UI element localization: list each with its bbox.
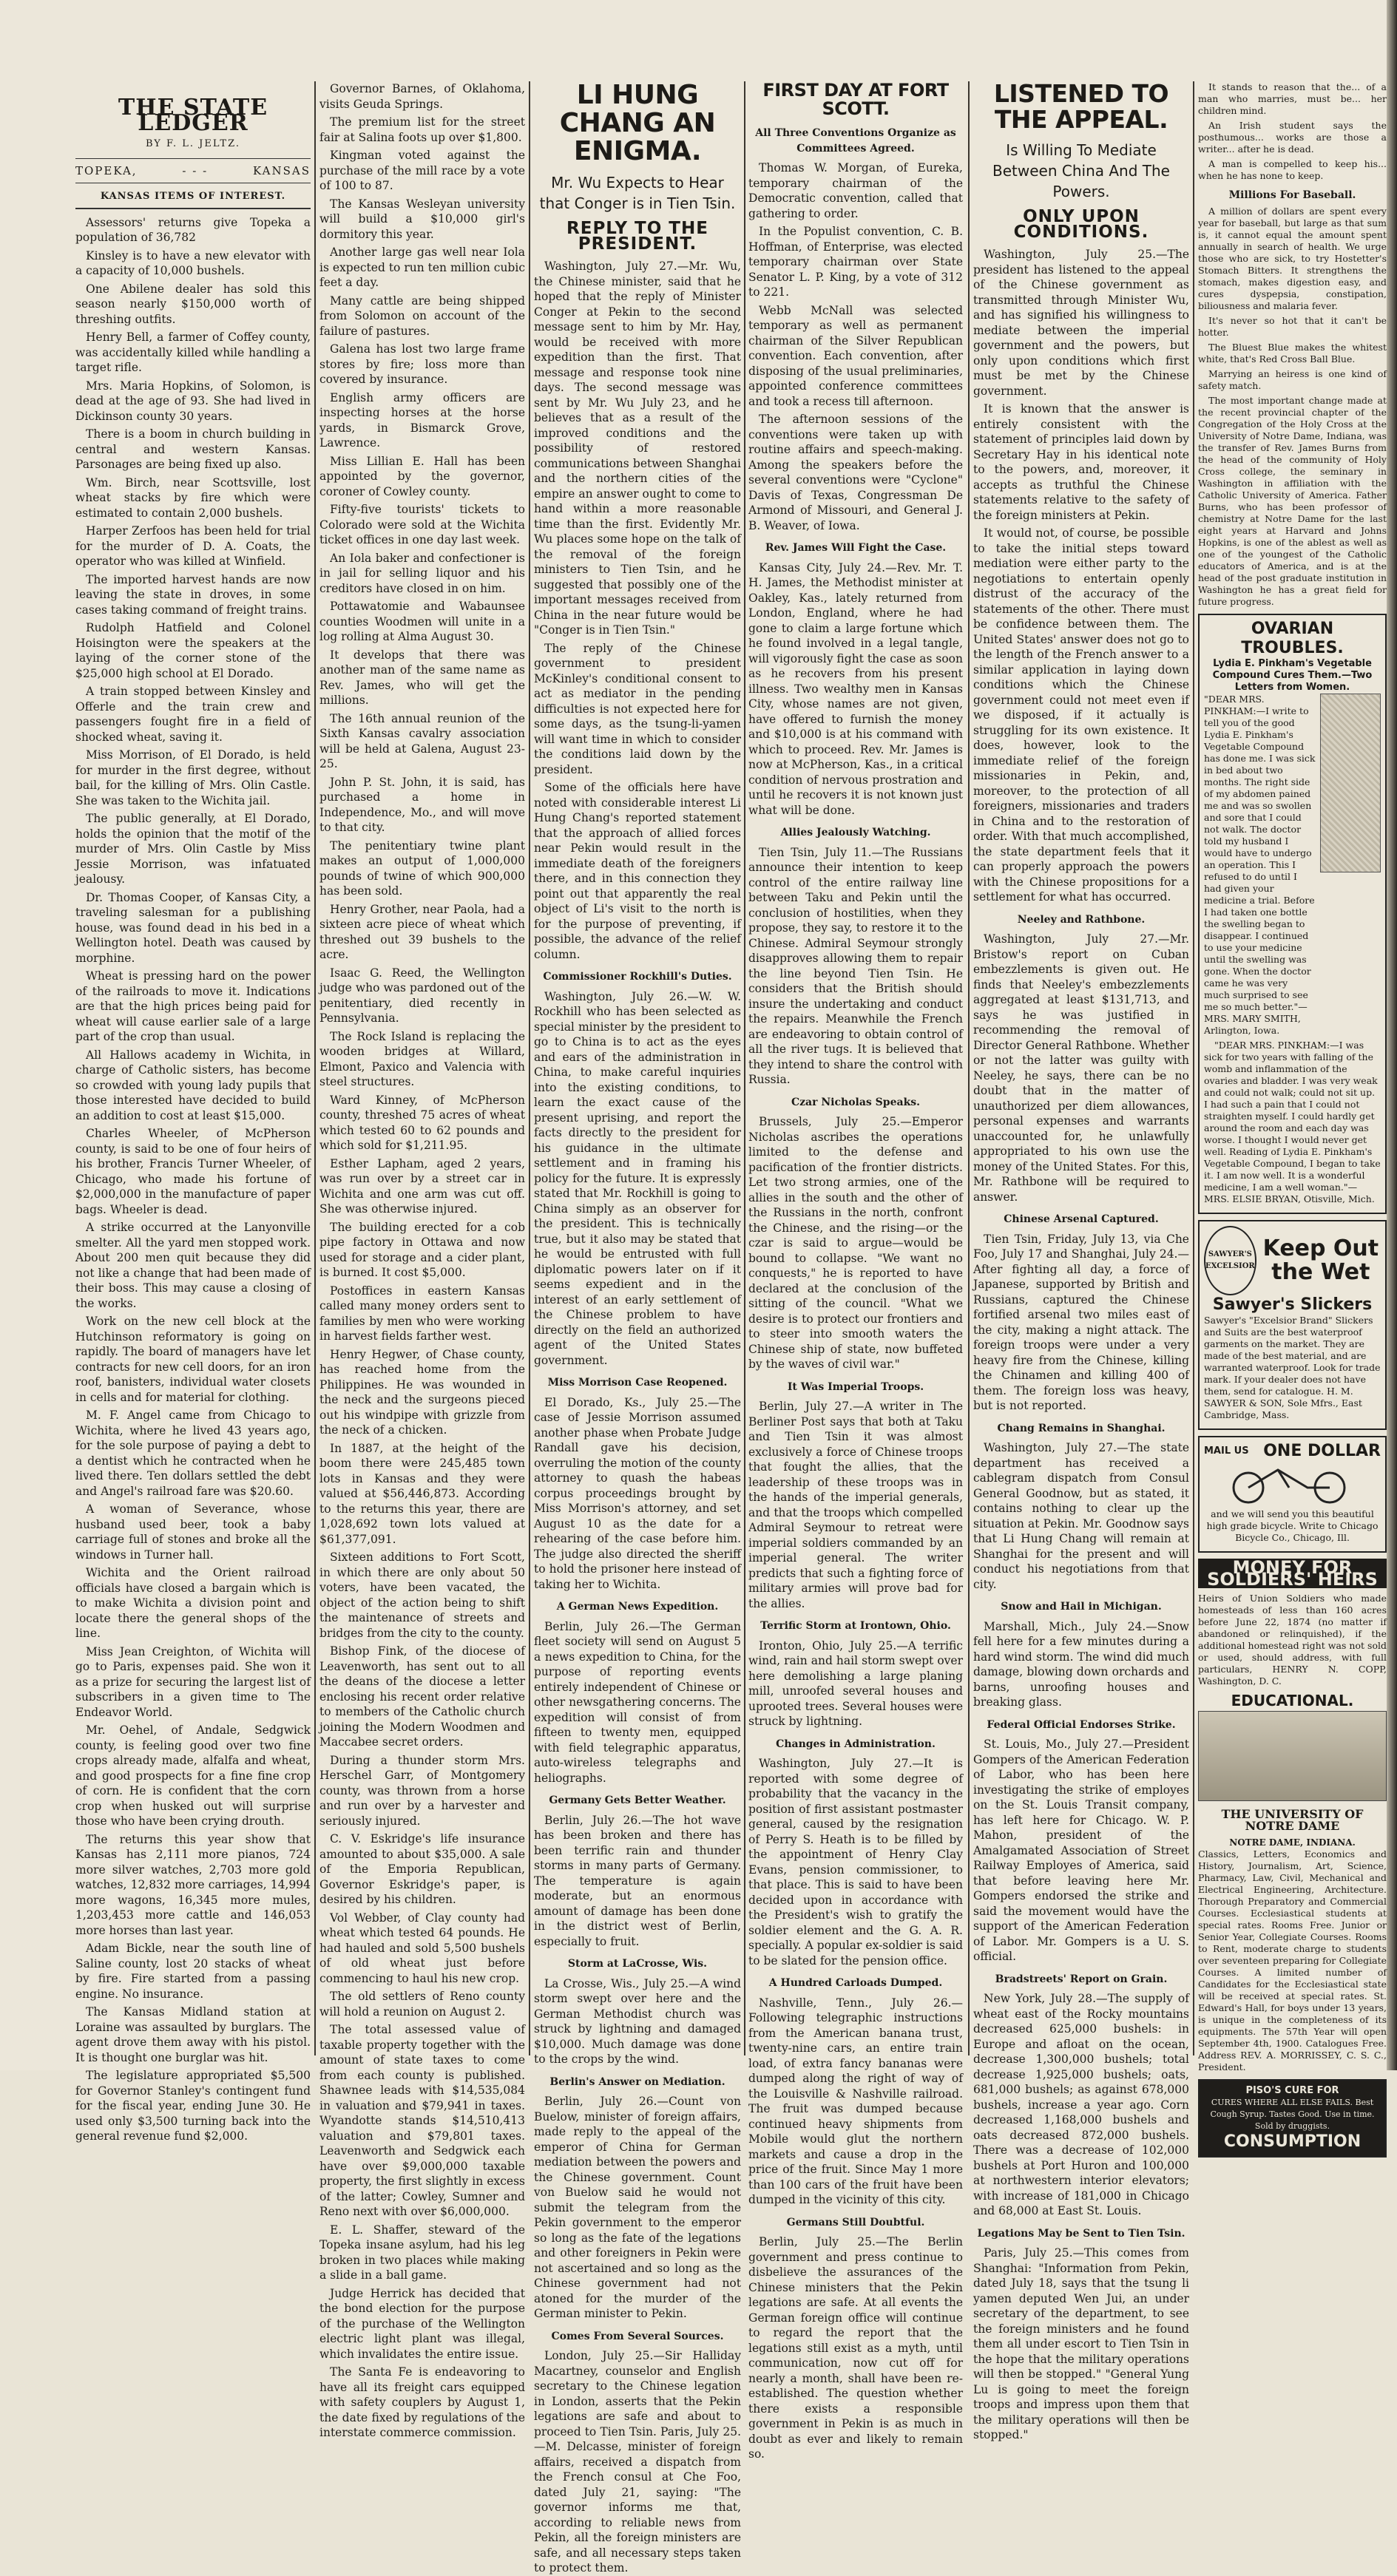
ovarian-sub: Lydia E. Pinkham's Vegetable Compound Cures Them.—Two Letters from Women. (1212, 658, 1373, 693)
sawyer-top (1204, 1226, 1381, 1295)
news-item: Kingman voted against the purchase of the mill race by a vote of 100 to 87. (319, 149, 525, 192)
col5-stories (973, 912, 1189, 2443)
news-item: Webb McNall was selected temporary as well as permanent chairman of the Silver Republican convention. Each convention, after disposing of the usual preliminaries, appointed conference committees and took a recess till afternoon. (748, 303, 963, 408)
news-item: The building erected for a cob pipe factory in Ottawa and now used for storage and a cider plant, is burned. It cost $5,000. (319, 1220, 525, 1279)
news-item: Governor Barnes, of Oklahoma, visits Geuda Springs. (319, 82, 525, 111)
story-text: Ironton, Ohio, July 25.—A terrific wind, rain and hail storm swept over here demolishing a large planing mill, unroofed several houses and uprooted trees. Several houses were struck by lightning. (748, 1638, 963, 1729)
column-4 (748, 80, 963, 2461)
news-item: A strike occurred at the Lanyonville smelter. All the yard men stopped work. About 200 men quit because they did not like a change that had been made of their boss. This may cause a closing of the works. (75, 1221, 311, 1310)
piso-word: CONSUMPTION (1223, 2132, 1362, 2151)
news-item: Thomas W. Morgan, of Eureka, temporary chairman of the Democratic convention, called that gathering to order. (748, 161, 963, 220)
news-item: Sixteen additions to Fort Scott, in which there are only about 50 voters, have been vacated, the object of the action being to shift the maintenance of streets and bridges from the city to the county. (319, 1550, 525, 1640)
news-item: It stands to reason that the... of a man who marries, must be... her children mind. (1198, 81, 1387, 116)
sawyer-name: Sawyer's Slickers (1212, 1295, 1373, 1314)
masthead-dateline (75, 158, 311, 184)
ovarian-title: OVARIAN TROUBLES. (1241, 620, 1344, 657)
news-item: It's never so hot that it can't be hotter. (1198, 315, 1387, 338)
col2-paragraphs (319, 81, 525, 2441)
dateline-dashes: - - - (182, 163, 209, 177)
millions-text: A million of dollars are spent every year for baseball, but large as that sum is, it cannot equal the amount spent annually in search of health. We urge those who are sick, to try Hostetter's Stomach Bitters. It strengthens the stomach, makes digestion easy, and cures dyspepsia, constipation, biliousness and malaria fever. (1198, 206, 1387, 311)
story-heading: Allies Jealously Watching. (780, 827, 931, 839)
story-heading: It Was Imperial Troops. (787, 1380, 924, 1393)
news-item: The returns this year show that Kansas has 2,111 more pianos, 724 more silver watches, 2,703 more gold watches, 12,832 more carriages, 14,994 more wagons, 16,345 more mules, 1,203,453 more cattle and 146,053 more horses than last year. (75, 1832, 311, 1937)
news-item: Postoffices in eastern Kansas called many money orders sent to families by men who were working in harvest fields farther west. (319, 1284, 525, 1343)
news-item: During a thunder storm Mrs. Herschel Garr, of Montgomery county, was thrown from a horse and run over by a harvester and seriously injured. (319, 1753, 525, 1828)
story-text: Berlin, July 27.—A writer in The Berliner Post says that both at Taku and Tien Tsin it was almost exclusively a force of Chinese troops that fought the allies, that the leadership of these troops was in the hands of the imperial generals, and that the troops which compelled Admiral Seymour to retreat were imperial soldiers commanded by an imperial general. The writer predicts that such a fighting force of military armies will prove bad for the allies. (748, 1400, 963, 1610)
col3-paragraphs (534, 259, 741, 962)
news-item: C. V. Eskridge's life insurance amounted to about $35,000. A sale of the Emporia Republican, Governor Eskridge's paper, is desired by his children. (319, 1832, 525, 1906)
news-item: Henry Hegwer, of Chase county, has reached home from the Philippines. He was wounded in the neck and the surgeons pieced out his windpipe with grizzle from the neck of a chicken. (319, 1347, 525, 1437)
news-item: It develops that there was another man of the same name as Rev. James, who will get the millions. (319, 648, 525, 707)
story-heading: A German News Expedition. (556, 1601, 719, 1613)
column-2 (319, 81, 525, 2439)
news-item: Another large gas well near Iola is expected to run ten million cubic feet a day. (319, 245, 525, 289)
news-item: Wheat is pressing hard on the power of the railroads to move it. Indications are that the high prices being paid for wheat will cause earlier sale of a large part of the crop than usual. (75, 969, 311, 1043)
news-item: An Iola baker and confectioner is in jail for selling liquor and his creditors have closed in on him. (319, 551, 525, 595)
news-item: The 16th annual reunion of the Sixth Kansas cavalry association will be held at Galena, August 23-25. (319, 711, 525, 770)
column-5 (973, 79, 1189, 2442)
news-item: Many cattle are being shipped from Solomon on account of the failure of pastures. (319, 294, 525, 338)
dateline-state: KANSAS (253, 163, 311, 177)
news-item: Fifty-five tourists' tickets to Colorado were sold at the Wichita ticket offices in one day last week. (319, 503, 525, 546)
story-heading: Miss Morrison Case Reopened. (547, 1377, 728, 1389)
news-item: Pottawatomie and Wabaunsee counties Woodmen will unite in a log rolling at Alma August 30. (319, 600, 525, 643)
dateline-city: TOPEKA, (75, 163, 138, 177)
story-heading: Terrific Storm at Irontown, Ohio. (760, 1620, 951, 1633)
news-item: The public generally, at El Dorado, holds the opinion that the motif of the murder of Mrs. Olin Castle by Miss Jessie Morrison, was infatuated jealousy. (75, 812, 311, 886)
money-soldiers-text: Heirs of Union Soldiers who made homesteads of less than 160 acres before June 22, 1874 (no matter if abandoned or relinquished), if the additional homestead right was not sold or used, should address, with full particulars, HENRY N. COPP, Washington, D. C. (1198, 1593, 1387, 1687)
news-item: A man is compelled to keep his... when he has none to keep. (1198, 158, 1387, 181)
story-heading: Bradstreets' Report on Grain. (995, 1973, 1168, 1985)
news-item: The Kansas Midland station at Loraine was assaulted by burglars. The agent drove them away with his pistol. It is thought one burglar was hit. (75, 2005, 311, 2064)
news-item: There is a boom in church building in central and western Kansas. Parsonages are being fixed up also. (75, 427, 311, 471)
news-item: The premium list for the street fair at Salina foots up over $1,800. (319, 115, 525, 144)
col6-paragraphs (1198, 81, 1387, 182)
news-item: Work on the new cell block at the Hutchinson reformatory is going on rapidly. The board of managers have let contracts for new cell doors, for an iron roof, banisters, individual water closets in cells and for material for clothing. (75, 1315, 311, 1404)
money-soldiers-title: MONEY FOR SOLDIERS' HEIRS (1198, 1559, 1387, 1588)
story-text: Tien Tsin, July 11.—The Russians announce their intention to keep control of the entire railway line between Taku and Pekin until the conclusion of hostilities, when they propose, they say, to restore it to the Chinese. Admiral Seymour strongly disapproves allowing them to repair the line beyond Tien Tsin. He considers that the British should insure the undertaking and conduct the repairs. Meanwhile the French are endeavoring to obtain control of all the river tugs. It is believed that they intend to share the control with Russia. (748, 845, 963, 1087)
story-text: Washington, July 27.—Mr. Bristow's report on Cuban embezzlements is given out. He finds that Neeley's embezzlements aggregated at least $131,713, and says he was justified in recommending the removal of Director General Rathbone. Whether or not the latter was guilty with Neeley, he says, there can be no doubt that in the matter of unauthorized per diem allowances, personal expenses and warrants unaccounted for, he unlawfully appropriated to his own use the money of the United States. For this, Mr. Rathbone will be required to answer. (973, 932, 1189, 1204)
story-text: La Crosse, Wis., July 25.—A wind storm swept over here and the German Methodist church was struck by lightning and damaged $10,000. Much damage was done to the crops by the wind. (534, 1976, 741, 2067)
news-item: In the Populist convention, C. B. Hoffman, of Enterprise, was elected temporary chairman over State Senator L. P. King, by a vote of 312 to 221. (748, 225, 963, 299)
col5-paragraphs (973, 247, 1189, 905)
col1-paragraphs (75, 215, 311, 2144)
story-heading: Chinese Arsenal Captured. (1004, 1213, 1159, 1226)
news-item: Mr. Oehel, of Andale, Sedgwick county, is feeling good over two fine crops already made, alfalfa and wheat, and good prospects for a fine fine crop of corn. He is confident that the corn crop when husked out will surprise those who have been crying drouth. (75, 1723, 311, 1828)
news-item: Dr. Thomas Cooper, of Kansas City, a traveling salesman for a publishing house, was found dead in his bed in a Wellington hotel. Death was caused by morphine. (75, 890, 311, 965)
ovarian-body (1204, 694, 1381, 1040)
section-heading: KANSAS ITEMS OF INTEREST. (75, 183, 311, 209)
news-item: Henry Bell, a farmer of Coffey county, was accidentally killed while handling a target rifle. (75, 331, 311, 374)
news-item: In 1887, at the height of the boom there were 245,485 town lots in Kansas and they were valued at $56,446,873. According to the returns this year, there are 1,028,692 town lots valued at $61,377,091. (319, 1441, 525, 1546)
news-item: The reply of the Chinese government to president McKinley's conditional consent to act as mediator in the pending difficulties is not expected here for some days, as the tsung-li-yamen will want time in which to consider the conditions laid down by the president. (534, 641, 741, 776)
story-text: Berlin, July 26.—The hot wave has been broken and there has been terrific rain and thunder storms in many parts of Germany. The temperature is again moderate, but an enormous amount of damage has been done in the district west of Berlin, especially to fruit. (534, 1813, 741, 1948)
column-rule (968, 81, 970, 2055)
story-heading: A Hundred Carloads Dumped. (768, 1977, 943, 1990)
headline-fort-scott: FIRST DAY AT FORT SCOTT. (762, 80, 949, 120)
news-item: Miss Morrison, of El Dorado, is held for murder in the first degree, without bail, for the killing of Mrs. Olin Castle. She was taken to the Wichita jail. (75, 748, 311, 807)
column-6 (1198, 81, 1387, 2151)
piso-ad (1198, 2079, 1387, 2158)
story-heading: Storm at LaCrosse, Wis. (567, 1958, 708, 1970)
story-heading: Changes in Administration. (776, 1738, 936, 1750)
campus-illustration (1198, 1711, 1387, 1801)
news-item: Bishop Fink, of the diocese of Leavenworth, has sent out to all the deans of the diocese a letter enclosing his recent order relative to members of the Catholic church joining the Modern Woodmen and Maccabee secret orders. (319, 1644, 525, 1749)
story-heading: Berlin's Answer on Mediation. (549, 2075, 725, 2088)
story-text: Nashville, Tenn., July 26.—Following telegraphic instructions from the American banana trust, twenty-nine cars, an entire train load, of extra fancy bananas were dumped along the right of way of the Louisville & Nashville railroad. The fruit was dumped because continued heavy shipments from Mobile would glut the northern markets and cause a drop in the price of the fruit. Since May 1 more than 100 cars of the fruit have been dumped in the vicinity of this city. (748, 1996, 963, 2207)
subhead-mr-wu: Mr. Wu Expects to Hear that Conger is in Tien Tsin. (539, 174, 736, 213)
news-item: All Hallows academy in Wichita, in charge of Catholic sisters, has become so crowded with young lady pupils that those interested have decided to build an addition to cost at least $15,000. (75, 1048, 311, 1122)
col3-stories (534, 969, 741, 2576)
story-text: El Dorado, Ks., July 25.—The case of Jessie Morrison assumed another phase when Probate Judge Randall gave his decision, overruling the motion of the county attorney to quash the habeas corpus proceedings brought by Miss Morrison's attorney, and set August 10 as the date for a rehearing of the case before him. The judge also directed the sheriff to hold the prisoner here instead of taking her to Wichita. (534, 1395, 741, 1591)
story-heading: Federal Official Endorses Strike. (987, 1718, 1176, 1731)
subhead-mediate: Is Willing To Mediate Between China And The Powers. (992, 141, 1170, 201)
news-item: Washington, July 27.—Mr. Wu, the Chinese minister, said that he hoped that the reply of Minister Conger at Pekin to the second message sent to him by Mr. Hay, would be received with more expedition than the first. That message and response took nine days. The second message was sent by Mr. Wu July 23, and he believes that as a result of the improved conditions and the possibility of restored communications between Shanghai and the northern cities of the empire an answer ought to come to hand within a more reasonable time than the first. Evidently Mr. Wu places some hope on the talk of the removal of the foreign ministers to Tien Tsin, and he suggested that possibly one of the important messages received from China in the near future would be "Conger is in Tien Tsin." (534, 260, 741, 637)
educational-heading: EDUCATIONAL. (1231, 1692, 1354, 1709)
notre-dame-text: The most important change made at the recent provincial chapter of the Congregation of the Holy Cross at the University of Notre Dame, Indiana, was the transfer of Rev. James Burns from the head of the community of Holy Cross college, the seminary in Washington in affiliation with the Catholic University of America. Father Burns, who has been professor of chemistry at Notre Dame for the last eight years at Harvard and Johns Hopkins, is one of the ablest as well as one of the youngest of the Catholic educators of America, and is at the head of the post graduate institution in Washington he has a great field for future progress. (1198, 395, 1387, 607)
news-item: The Kansas Wesleyan university will build a $10,000 girl's dormitory this year. (319, 197, 525, 241)
news-item: Some of the officials here have noted with considerable interest Li Hung Chang's reported statement that the approach of allied forces near Pekin would result in the immediate death of the foreigners there, and in this connection they point out that apparently the real object of Li's visit to the north is for the purpose of preventing, if possible, the advance of the relief column. (534, 781, 741, 961)
masthead-title: THE STATE LEDGER (118, 95, 268, 136)
column-rule (1193, 81, 1194, 2055)
story-text: St. Louis, Mo., July 27.—President Gompers of the American Federation of Labor, who has been here investigating the strike of employes on the St. Louis Transit company, has left here for Chicago. W. P. Mahon, president of the Amalgamated Association of Street Railway Employes of America, said that before leaving here Mr. Gompers endorsed the strike and said the movement would have the support of the American Federation of Labor. Mr. Gompers is a U. S. official. (973, 1738, 1189, 1964)
masthead-byline: BY F. L. JELTZ. (145, 138, 241, 149)
sawyer-text: Sawyer's "Excelsior Brand" Slickers and Suits are the best waterproof garments on the market. They are made of the best material, and are warranted waterproof. Look for trade mark. If your dealer does not have them, send for catalogue. H. M. SAWYER & SON, Sole Mfrs., East Cambridge, Mass. (1204, 1315, 1381, 1420)
news-item: Galena has lost two large frame stores by fire; loss more than covered by insurance. (319, 342, 525, 386)
news-item: The legislature appropriated $5,500 for Governor Stanley's contingent fund for the fiscal year, ending June 30. He used only $3,500 turning back into the general revenue fund $2,000. (75, 2069, 311, 2143)
news-item: English army officers are inspecting horses at the horse yards, in Bismarck Grove, Lawrence. (319, 390, 525, 450)
news-item: The penitentiary twine plant makes an output of 1,000,000 pounds of twine of which 900,000 has been sold. (319, 838, 525, 898)
news-item: Adam Bickle, near the south line of Saline county, lost 20 stacks of wheat by fire. Fire started from a passing engine. No insurance. (75, 1942, 311, 2001)
news-item: Esther Lapham, aged 2 years, was run over by a street car in Wichita and one arm was cut off. She was otherwise injured. (319, 1156, 525, 1216)
news-item: The Bluest Blue makes the whitest white, that's Red Cross Ball Blue. (1198, 342, 1387, 365)
story-text: London, July 25.—Sir Halliday Macartney, counselor and English secretary to the Chinese legation in London, asserts that the Pekin legations are safe and about to proceed to Tien Tsin. Paris, July 25.—M. Delcasse, minister of foreign affairs, received a dispatch from the French consul at Che Foo, dated July 21, saying: "The governor informs me that, according to reliable news from Pekin, all the foreign ministers are safe, and all necessary steps taken to protect them. (534, 2349, 741, 2575)
column-rule (314, 81, 316, 2055)
bicycle-ad (1198, 1436, 1387, 1553)
news-item: Henry Grother, near Paola, had a sixteen acre piece of wheat which threshed out 39 bushels to the acre. (319, 902, 525, 961)
news-item: It would not, of course, be possible to take the initial steps toward mediation were either party to the negotiations to entertain openly distrust of the accuracy of the statements of the other. There must be confidence between them. The United States' answer does not go to the length of the French answer to a similar application in laying down conditions which the Chinese government could not meet even if we disposed, if it actually is struggling for its own existence. It does, however, look to the immediate relief of the foreign missionaries in Pekin, and, moreover, to the protection of all foreigners, missionaries and traders in China and to the restoration of order. With that much accomplished, the state department feels that it can properly approach the powers with the Chinese propositions for a settlement for what has occurred. (973, 526, 1189, 904)
news-item: The old settlers of Reno county will hold a reunion on August 2. (319, 1990, 525, 2019)
story-text: Tien Tsin, Friday, July 13, via Che Foo, July 17 and Shanghai, July 24.—After fighting all day, a force of Japanese, supported by British and Russians, captured the Chinese fortified arsenal two miles east of the city, making a night attack. The foreign troops were under a very heavy fire from the Chinese, killing the Chinamen and killing 400 of them. The foreign loss was heavy, but is not reported. (973, 1232, 1189, 1413)
story-heading: Legations May be Sent to Tien Tsin. (977, 2227, 1185, 2240)
story-text: Kansas City, July 24.—Rev. Mr. T. H. James, the Methodist minister at Oakley, Kas., lately returned from London, England, where he had gone to claim a large fortune which he found involved in a legal tangle, will vigorously fight the case as soon as he recovers from his present illness. Two wealthy men in Kansas City, whose names are not given, have offered to furnish the money and $10,000 is at his command with which to proceed. Rev. Mr. James is now at McPherson, Kas., in a critical condition of nervous prostration and until he recovers it is not known just what will be done. (748, 560, 963, 817)
news-item: One Abilene dealer has sold this season nearly $150,000 worth of threshing outfits. (75, 282, 311, 326)
column-3 (534, 80, 741, 2575)
story-text: Berlin, July 26.—The German fleet society will send on August 5 a news expedition to China, for the purpose of reporting events entirely independent of Chinese or other newsgathering concerns. The expedition will consist of from fifteen to twenty men, equipped with field telegraphic apparatus, auto-wireless telegraphs and heliographs. (534, 1619, 741, 1785)
story-heading: Snow and Hail in Michigan. (1001, 1601, 1162, 1613)
news-item: Ward Kinney, of McPherson county, threshed 75 acres of wheat which tested 60 to 62 pounds and which sold for $1,211.95. (319, 1093, 525, 1152)
story-heading: Czar Nicholas Speaks. (791, 1096, 921, 1108)
news-item: It is known that the answer is entirely consistent with the statement of principles laid down by Secretary Hay in his identical note to the powers, and, moreover, it accepts as truthful the Chinese statements relative to the safety of the foreign ministers at Pekin. (973, 402, 1189, 522)
news-item: A train stopped between Kinsley and Offerle and the train crew and passengers fought fire in a field of shocked wheat, saving it. (75, 685, 311, 744)
woman-illustration (1320, 694, 1381, 872)
univ-title: THE UNIVERSITY OF NOTRE DAME (1221, 1807, 1364, 1833)
univ-text: Classics, Letters, Economics and History, Journalism, Art, Science, Pharmacy, Law, Civil, Mechanical and Electrical Engineering, Architecture. Thorough Preparatory and Commercial Courses. Ecclesiastical students at special rates. Rooms Free. Junior or Senior Year, Collegiate Courses. Rooms to Rent, moderate charge to students over seventeen preparing for Collegiate Courses. A limited number of Candidates for the Ecclesiastical state will be received at special rates. St. Edward's Hall, for boys under 13 years, is unique in the completeness of its equipments. The 57th Year will open September 4th, 1900. Catalogues Free. Address REV. A. MORRISSEY, C. S. C., President. (1198, 1848, 1387, 2072)
column-rule (529, 81, 530, 2055)
news-item: The imported harvest hands are now leaving the state in droves, in some cases taking command of freight trains. (75, 572, 311, 617)
story-text: Paris, July 25.—This comes from Shanghai: "Information from Pekin, dated July 18, says that the tsung li yamen deputed Wen Jui, an under secretary of the department, to see the foreign ministers and he found them all under escort to Tien Tsin in the hope that the military operations will then be stopped." "General Yung Lu is going to meet the foreign troops and impress upon them that the military operations will then be stopped." (973, 2246, 1189, 2442)
news-item: Rudolph Hatfield and Colonel Hoisington were the speakers at the laying of the corner stone of the $25,000 high school at El Dorado. (75, 621, 311, 680)
story-text: Marshall, Mich., July 24.—Snow fell here for a few minutes during a hard wind storm. The wind did much damage, blowing down orchards and barns, unroofing houses and breaking glass. (973, 1619, 1189, 1709)
news-item: Assessors' returns give Topeka a population of 36,782 (75, 215, 311, 244)
deck-conventions: All Three Conventions Organize as Committees Agreed. (755, 127, 956, 155)
news-item: Miss Jean Creighton, of Wichita will go to Paris, expenses paid. She won it as a prize for securing the largest list of subscribers in a given time to The Endeavor World. (75, 1644, 311, 1719)
ovarian-letter-1: "DEAR MRS. PINKHAM:—I write to tell you of the good Lydia E. Pinkham's Vegetable Compound has done me. I was sick in bed about two months. The right side of my abdomen pained me and was so swollen and sore that I could not walk. The doctor told my husband I would have to undergo an operation. This I refused to do until I had given your medicine a trial. Before I had taken one bottle the swelling began to disappear. I continued to use your medicine until the swelling was gone. When the doctor came he was very much surprised to see me so much better."—MRS. MARY SMITH, Arlington, Iowa. (1204, 694, 1316, 1036)
col4-paragraphs (748, 160, 963, 533)
story-heading: Comes From Several Sources. (551, 2330, 724, 2342)
piso-title: PISO'S CURE FOR (1245, 2085, 1339, 2096)
news-item: The Rock Island is replacing the wooden bridges at Willard, Elmont, Paxico and Valencia with steel structures. (319, 1029, 525, 1088)
news-item: Wichita and the Orient railroad officials have closed a bargain which is to make Wichita a division point and locate there the general shops of the line. (75, 1566, 311, 1640)
story-text: Berlin, July 26.—Count von Buelow, minister of foreign affairs, made reply to the appeal of the emperor of China for German mediation between the powers and the Chinese government. Count von Buelow said he would not submit the telegram from the Pekin government to the emperor so long as the fate of the legations and other foreigners in Pekin were not ascertained and so long as the Chinese government had not atoned for the murder of the German minister to Pekin. (534, 2095, 741, 2321)
news-item: Harper Zerfoos has been held for trial for the murder of D. A. Coats, the operator who was killed at Winfield. (75, 524, 311, 568)
bicycle-head (1204, 1442, 1381, 1461)
ovarian-letter-2: "DEAR MRS. PINKHAM:—I was sick for two years with falling of the womb and inflammation of the ovaries and bladder. I was very weak and could not walk; could not sit up. I had such a pain that I could not straighten myself. I could hardly get around the room and each day was worse. I thought I would never get well. Reading of Lydia E. Pinkham's Vegetable Compound, I began to take it. I am now well. It is a wonderful medicine, I am a well woman."—MRS. ELSIE BRYAN, Otisville, Mich. (1204, 1040, 1381, 1204)
news-item: E. L. Shaffer, steward of the Topeka insane asylum, had his leg broken in two places while making a slide in a ball game. (319, 2223, 525, 2282)
headline-listened-appeal: LISTENED TO THE APPEAL. (993, 79, 1169, 134)
column-rule (744, 81, 745, 2055)
millions-heading: Millions For Baseball. (1228, 189, 1356, 201)
story-heading: Chang Remains in Shanghai. (997, 1422, 1166, 1434)
story-text: New York, July 28.—The supply of wheat east of the Rocky mountains decreased 625,000 bushels: in Europe and afloat on the ocean, decrease 1,300,000 bushels; total decrease 1,925,000 bushels; oats, 681,000 bushels; as against 678,000 bushels, increase a year ago. Corn decreased 1,168,000 bushels and oats decreased 872,000 bushels. There was a decrease of 102,000 bushels at Port Huron and 100,000 at northwestern interior elevators; with increase of 181,000 in Chicago and 68,000 at East St. Louis. (973, 1992, 1189, 2218)
story-text: Berlin, July 25.—The Berlin government and press continue to disbelieve the assurances of the Chinese ministers that the Pekin legations are safe. At all events the German foreign office will continue to regard the report that the legations still exist as a myth, until communication, now cut off for nearly a month, shall have been re-established. The question whether there exists a responsible government in Pekin is as much in doubt as ever and likely to remain so. (748, 2235, 963, 2461)
news-item: Marrying an heiress is one kind of safety match. (1198, 368, 1387, 391)
col4-stories (748, 540, 963, 2462)
news-item: Vol Webber, of Clay county had wheat which tested 64 pounds. He had hauled and sold 5,500 bushels of old wheat just before commencing to haul his new crop. (319, 1911, 525, 1985)
column-1 (75, 81, 311, 2143)
news-item: A woman of Severance, whose husband used beer, took a baby carriage full of stones and broke all the windows in Turner hall. (75, 1502, 311, 1562)
news-item: An Irish student says the posthumous... works are those a writer... after he is dead. (1198, 120, 1387, 155)
story-heading: Rev. James Will Fight the Case. (765, 542, 947, 555)
sawyer-title: Keep Out the Wet (1262, 1236, 1379, 1285)
bicycle-icon (1219, 1461, 1367, 1505)
bicycle-text: and we will send you this beautiful high grade bicycle. Write to Chicago Bicycle Co., Chicago, Ill. (1206, 1508, 1379, 1543)
story-text: Washington, July 27.—The state department has received a cablegram dispatch from Consul General Goodnow, but as stated, it contains nothing to clear up the situation at Pekin. Mr. Goodnow says that Li Hung Chang will remain at Shanghai for the present and will conduct his negotiations from that city. (973, 1441, 1189, 1591)
story-heading: Germany Gets Better Weather. (549, 1794, 726, 1807)
col6-extra (1198, 315, 1387, 392)
news-item: Mrs. Maria Hopkins, of Solomon, is dead at the age of 93. She had lived in Dickinson county 30 years. (75, 379, 311, 423)
sawyer-seal: SAWYER'S EXCELSIOR (1204, 1226, 1256, 1295)
news-item: Miss Lillian E. Hall has been appointed by the governor, coroner of Cowley county. (319, 454, 525, 498)
univ-place: NOTRE DAME, INDIANA. (1229, 1837, 1356, 1848)
news-item: Charles Wheeler, of McPherson county, is said to be one of four heirs of his brother, Francis Turner Wheeler, of Chicago, who made his fortune of $2,000,000 in the manufacture of paper bags. Wheeler is dead. (75, 1127, 311, 1216)
news-item: Kinsley is to have a new elevator with a capacity of 10,000 bushels. (75, 248, 311, 277)
story-text: Washington, July 27.—It is reported with some degree of probability that the vacancy in the position of first assistant postmaster general, caused by the resignation of Perry S. Heath is to be filled by the appointment of Henry Clay Evans, pension commissioner, to that place. This is said to have been decided upon in accordance with the President's wish to gratify the soldier element and the G. A. R. specially. A popular ex-soldier is said to be slated for the pension office. (748, 1757, 963, 1967)
mail-label: MAIL US (1204, 1445, 1249, 1457)
story-text: Washington, July 26.—W. W. Rockhill who has been selected as special minister by the president to go to China is to act as the eyes and ears of the administration in China, to make careful inquiries into the existing conditions, to learn the exact cause of the present uprising, and report the facts directly to the president for his guidance in the ultimate settlement and in framing his policy for the future. It is expressly stated that Mr. Rockhill is going to China simply as an observer for the president. This is technically true, but it also may be stated that he would be entrusted with full diplomatic powers later on if it seems expedient and in the interest of an early settlement of the Chinese problem to have directly on the field an authorized agent of the United States government. (534, 989, 741, 1367)
news-item: The total assessed value of taxable property together with the amount of state taxes to come from each county is published. Shawnee leads with $14,535,084 in valuation and $79,941 in taxes. Wyandotte stands $14,510,413 valuation and $79,801 taxes. Leavenworth and Sedgwick each have over $9,000,000 taxable property, the first slightly in excess of the latter; Cowley, Sumner and Reno next with over $6,000,000. (319, 2023, 525, 2218)
news-item: John P. St. John, it is said, has purchased a home in Independence, Mo., and will move to that city. (319, 775, 525, 834)
news-item: Judge Herrick has decided that the bond election for the purpose of the purchase of the Wellington electric light plant was illegal, which invalidates the entire issue. (319, 2286, 525, 2361)
piso-text: CURES WHERE ALL ELSE FAILS. Best Cough Syrup. Tastes Good. Use in time. Sold by druggists. (1210, 2098, 1375, 2131)
story-text: Brussels, July 25.—Emperor Nicholas ascribes the operations limited to the defense and pacification of the frontier districts. Let two strong armies, one of the allies in the south and the other of the Russians in the north, confront the Chinese, and the rising—or the czar is said to argue—would be bound to collapse. "We want no conquests," he is reported to have declared at the conclusion of the sitting of the council. "What we desire is to protect our frontiers and to steer into smooth waters the Chinese ship of state, now buffeted by the waves of civil war." (748, 1115, 963, 1372)
page-edge-shadow (1387, 0, 1397, 2070)
story-heading: Neeley and Rathbone. (1017, 913, 1146, 926)
news-item: Wm. Birch, near Scottsville, lost wheat stacks by fire which were estimated to contain 2,000 bushels. (75, 475, 311, 520)
news-item: The Santa Fe is endeavoring to have all its freight cars equipped with safety couplers by August 1, the date fixed by regulations of the interstate commerce commission. (319, 2365, 525, 2439)
story-heading: Germans Still Doubtful. (786, 2216, 925, 2228)
ovarian-ad (1198, 614, 1387, 1214)
news-item: Isaac G. Reed, the Wellington judge who was pardoned out of the penitentiary, died recently in Pennsylvania. (319, 966, 525, 1025)
one-dollar-title: ONE DOLLAR (1263, 1442, 1381, 1460)
news-item: M. F. Angel came from Chicago to Wichita, where he lived 43 years ago, for the sole purpose of paying a debt to a dentist which he contracted when he lived there. Ten dollars settled the debt and Angel's railroad fare was $20.60. (75, 1409, 311, 1498)
subhead-conditions: ONLY UPON CONDITIONS. (1013, 207, 1149, 242)
headline-li-hung-chang: LI HUNG CHANG AN ENIGMA. (559, 80, 716, 166)
news-item: Washington, July 25.—The president has listened to the appeal of the Chinese government as transmitted through Minister Wu, and has signified his willingness to mediate between the imperial government and the powers, but only upon conditions which first must be met by the Chinese government. (973, 248, 1189, 398)
story-heading: Commissioner Rockhill's Duties. (543, 971, 732, 983)
sawyer-ad (1198, 1220, 1387, 1430)
news-item: The afternoon sessions of the conventions were taken up with routine affairs and speech-making. Among the speakers before the several conventions were "Cyclone" Davis of Texas, Congressman De Armond of Missouri, and General J. B. Weaver, of Iowa. (748, 413, 963, 532)
subhead-reply: REPLY TO THE PRESIDENT. (566, 219, 708, 254)
